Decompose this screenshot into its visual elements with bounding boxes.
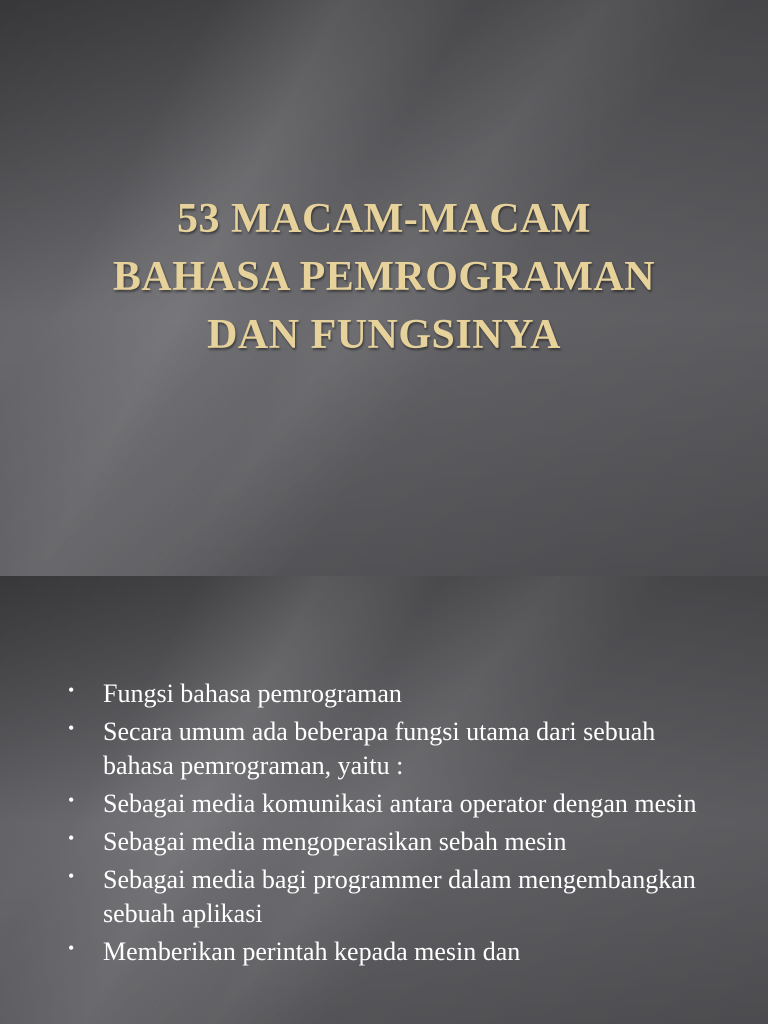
bullet-icon: • — [68, 680, 75, 700]
bullet-text: Sebagai media bagi programmer dalam mengembangkan sebuah aplikasi — [103, 865, 696, 928]
slide-title-line: BAHASA PEMROGRAMAN — [112, 254, 656, 300]
bullet-text: Secara umum ada beberapa fungsi utama dari sebuah bahasa pemrograman, yaitu : — [103, 717, 656, 780]
bullet-icon: • — [68, 938, 75, 958]
bullet-item — [66, 825, 726, 859]
bullet-item — [66, 787, 726, 821]
bullet-item — [66, 677, 726, 711]
bullet-icon: • — [68, 828, 75, 848]
bullet-text: Fungsi bahasa pemrograman — [103, 679, 402, 708]
bullet-icon: • — [68, 790, 75, 810]
bullet-icon: • — [68, 718, 75, 738]
slide-title-line: DAN FUNGSINYA — [207, 312, 561, 358]
bullet-text: Sebagai media komunikasi antara operator dengan mesin — [103, 789, 697, 818]
bullet-text: Sebagai media mengoperasikan sebah mesin — [103, 827, 567, 856]
bullet-icon: • — [68, 866, 75, 886]
bullet-list — [66, 677, 726, 973]
slide-title — [0, 190, 768, 364]
bullet-item — [66, 935, 726, 969]
bullet-text: Memberikan perintah kepada mesin dan — [103, 937, 521, 966]
slide-2 — [0, 576, 768, 1024]
bullet-item — [66, 863, 726, 931]
bullet-item — [66, 715, 726, 783]
slide-title-line: 53 MACAM-MACAM — [176, 196, 592, 242]
